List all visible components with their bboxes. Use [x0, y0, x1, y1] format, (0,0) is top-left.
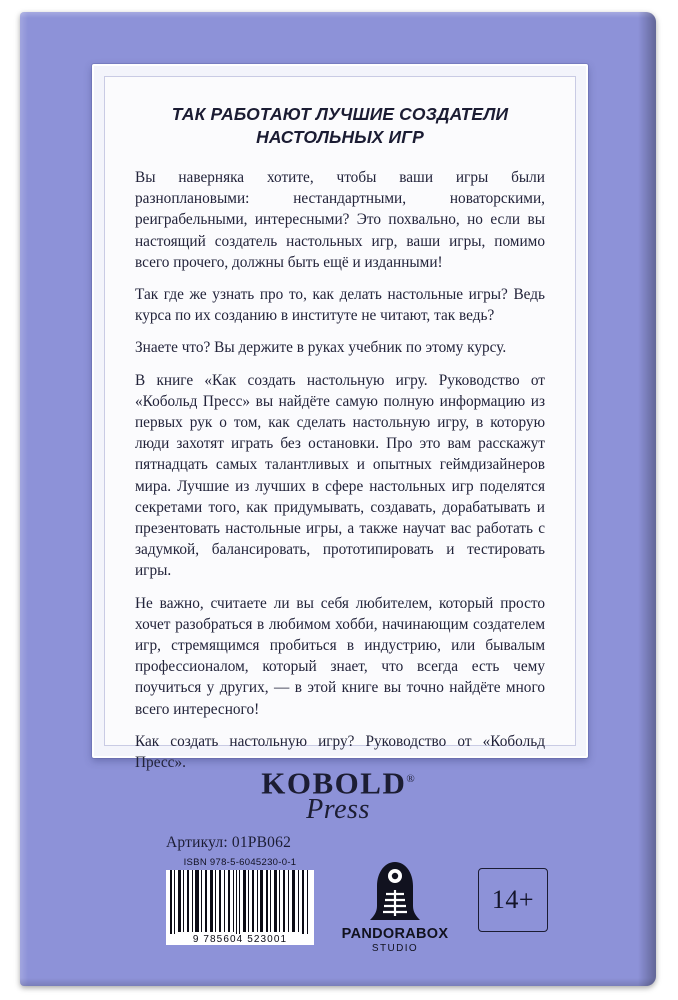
barcode-digits: 9 785604 523001 — [166, 934, 314, 945]
registered-mark-icon: ® — [406, 773, 415, 785]
publisher-logo-name — [261, 764, 415, 801]
blurb-panel-inner-border — [104, 76, 576, 772]
barcode-bars — [166, 870, 314, 942]
age-rating-text: 14+ — [491, 885, 535, 914]
blurb-content — [135, 103, 545, 772]
blurb-headline-line1: ТАК РАБОТАЮТ ЛУЧШИЕ СОЗДАТЕЛИ — [171, 104, 509, 124]
pandora-box-icon — [364, 860, 426, 924]
cover-bottom-shadow — [20, 978, 656, 986]
publisher-logo — [20, 764, 656, 824]
barcode — [166, 857, 314, 945]
cover-spine-shading — [638, 12, 656, 986]
blurb-panel — [92, 64, 588, 772]
cover-top-highlight — [20, 12, 656, 18]
studio-logo — [336, 860, 454, 954]
blurb-paragraph: В книге «Как создать настольную игру. Руководство от «Кобольд Пресс» вы найдёте самую полную информацию из первых рук о том, как сделать настольную игру, в которую люди захотят играть без остановки. Про это вам расскажут пятнадцать самых талантливых и опытных геймдизайнеров мира. Лучшие из лучших в сфере настольных игр поделятся секретами того, как придумывать, создавать, дорабатывать и презентовать настольные игры, а также научат вас работать с задумкой, балансировать, прототипировать и тестировать игры. — [135, 371, 545, 580]
blurb-paragraph: Как создать настольную игру? Руководство от «Кобольд Пресс». — [135, 732, 545, 772]
book-back-cover — [20, 12, 656, 986]
blurb-paragraph: Так где же узнать про то, как делать настольные игры? Ведь курса по их созданию в институте не читают, так ведь? — [135, 286, 545, 325]
publisher-logo-subtitle: Press — [306, 794, 370, 826]
studio-logo-subtitle: STUDIO — [371, 943, 419, 954]
age-rating-badge — [478, 868, 548, 932]
blurb-paragraph: Не важно, считаете ли вы себя любителем, который просто хочет разобраться в любимом хобби, начинающим создателем игр, стремящимся пробиться в индустрию, или бывалым профессионалом, который знает, что всегда есть чему поучиться у других, — в этой книге вы точно найдёте много всего интересного! — [135, 594, 545, 718]
article-number: Артикул: 01PB062 — [166, 834, 292, 851]
isbn-text: ISBN 978-5-6045230-0-1 — [183, 857, 297, 868]
blurb-headline — [135, 103, 545, 149]
blurb-headline-line2: НАСТОЛЬНЫХ ИГР — [256, 127, 424, 147]
publisher-logo-name-text: KOBOLD — [261, 765, 407, 801]
studio-logo-name: PANDORABOX — [341, 926, 449, 942]
blurb-paragraph: Знаете что? Вы держите в руках учебник по этому курсу. — [135, 339, 507, 357]
blurb-paragraph: Вы наверняка хотите, чтобы ваши игры были разноплановыми: нестандартными, новаторскими, реиграбельными, интересными? Это похвально, но если вы настоящий создатель настольных игр, ваши игры, помимо всего прочего, должны быть ещё и изданными! — [135, 169, 545, 271]
cover-left-highlight — [20, 12, 28, 986]
